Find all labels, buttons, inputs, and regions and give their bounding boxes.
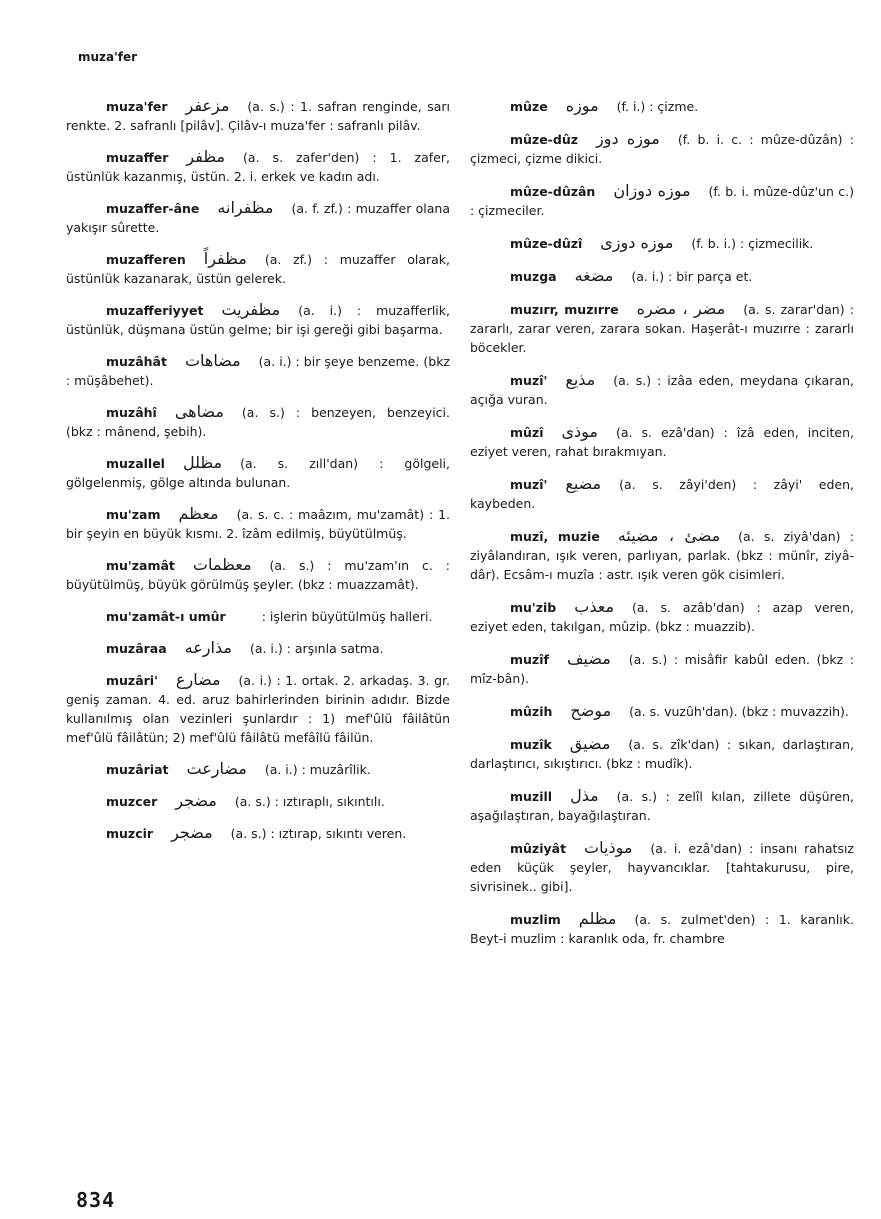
entry-definition: (a. i.) : 1. ortak. 2. arkadaş. 3. gr. geniş zaman. 4. ed. aruz bahirlerinden birinin adıdır. Bizde kullanılmış olan vezinleri şunlardır : 1) mef'ûlü fâilâtün mef'ûlü fâilâtün; 2) mef'ûlü fâilâtü mefâîlü fâilün. <box>66 673 450 745</box>
dictionary-entry <box>470 734 854 773</box>
entry-arabic-script: معذب <box>574 597 615 616</box>
entry-headword: muzga <box>510 269 557 284</box>
entry-headword: muzafferen <box>106 252 186 267</box>
entry-headword: muzâri' <box>106 673 158 688</box>
entry-arabic-script: مذل <box>570 786 599 805</box>
entry-definition: (a. s. c. : maâzım, mu'zamât) : 1. bir şeyin en büyük kısmı. 2. îzâm edilmiş, büyütülmüş. <box>66 507 450 541</box>
dictionary-entry <box>470 266 854 286</box>
entry-arabic-script: موضح <box>570 701 612 720</box>
entry-arabic-script: مضاهات <box>184 351 241 370</box>
entry-headword: muzlim <box>510 912 561 927</box>
entry-definition: (a. s.) : 1. safran renginde, sarı renkte. 2. safranlı [pilâv]. Çilâv-ı muza'fer : safranlı pilâv. <box>66 99 450 133</box>
dictionary-entry <box>66 670 450 747</box>
entry-definition: (a. s.) : ıztıraplı, sıkıntılı. <box>234 794 385 809</box>
entry-headword: muzcir <box>106 826 154 841</box>
dictionary-entry <box>66 638 450 658</box>
entry-definition: (a. s. zıll'dan) : gölgeli, gölgelenmiş, gölge altında bulunan. <box>66 456 450 490</box>
entry-headword: muzaffer <box>106 150 169 165</box>
entry-headword: mûze-dûzân <box>510 184 596 199</box>
entry-arabic-script: معظم <box>178 504 219 523</box>
entry-arabic-script: موذيات <box>584 838 633 857</box>
entry-headword: muzâriat <box>106 762 169 777</box>
entry-arabic-script: مظلل <box>182 453 223 472</box>
entry-definition: (a. s. vuzûh'dan). (bkz : muvazzih). <box>629 704 849 719</box>
dictionary-entry <box>66 555 450 594</box>
entry-definition: (a. s.) : misâfir kabûl eden. (bkz : mîz-bân). <box>470 652 854 686</box>
entry-definition: (a. s. ziyâ'dan) : ziyâlandıran, ışık veren, parlıyan, parlak. (bkz : münîr, ziyâ-dâr). Ecsâm-ı muzîa : astr. ışık veren gök cisimleri. <box>470 529 854 582</box>
entry-headword: muzaffer-âne <box>106 201 200 216</box>
entry-arabic-script: مضيق <box>569 734 611 753</box>
dictionary-entry <box>470 701 854 721</box>
entry-arabic-script: مضارعت <box>186 759 247 778</box>
left-column <box>66 96 450 855</box>
entry-headword: mûze <box>510 99 548 114</box>
dictionary-entry <box>470 181 854 220</box>
entry-arabic-script: معظمات <box>192 555 252 574</box>
entry-definition: (a. i.) : muzârîlik. <box>264 762 371 777</box>
dictionary-entry <box>66 606 450 626</box>
dictionary-entry <box>66 249 450 288</box>
entry-headword: mûzih <box>510 704 553 719</box>
dictionary-entry <box>66 504 450 543</box>
entry-definition: (a. s. zarar'dan) : zararlı, zarar veren, zarara sokan. Haşerât-ı muzırre : zararlı böcekler. <box>470 302 854 355</box>
entry-headword: muzill <box>510 789 553 804</box>
dictionary-entry <box>66 791 450 811</box>
entry-arabic-script: مضئ ، مضيئه <box>617 526 721 545</box>
entry-arabic-script: مضاهى <box>174 402 224 421</box>
entry-headword: muzî, muzie <box>510 529 600 544</box>
entry-arabic-script: مظفر <box>186 147 226 166</box>
entry-definition: : işlerin büyütülmüş halleri. <box>261 609 433 624</box>
entry-headword: mûzî <box>510 425 544 440</box>
entry-definition: (a. i.) : bir parça et. <box>631 269 753 284</box>
dictionary-entry <box>66 453 450 492</box>
entry-headword: muzâraa <box>106 641 167 656</box>
entry-definition: (a. s. zâyi'den) : zâyi' eden, kaybeden. <box>470 477 854 511</box>
entry-definition: (a. s.) : ıztırap, sıkıntı veren. <box>230 826 407 841</box>
dictionary-entry <box>470 96 854 116</box>
entry-arabic-script: مضيف <box>566 649 611 668</box>
entry-arabic-script: مظفراً <box>203 249 247 268</box>
entry-arabic-script: مضجر <box>171 823 213 842</box>
entry-headword: muzîf <box>510 652 549 667</box>
entry-headword: muzîk <box>510 737 552 752</box>
entry-definition: (a. s.) : izâa eden, meydana çıkaran, açığa vuran. <box>470 373 854 407</box>
entry-arabic-script: مضارع <box>175 670 221 689</box>
entry-arabic-script: مذارعه <box>184 638 232 657</box>
entry-headword: mu'zamât <box>106 558 175 573</box>
entry-headword: muzî' <box>510 373 548 388</box>
entry-definition: (a. s. zulmet'den) : 1. karanlık. Beyt-i muzlim : karanlık oda, fr. chambre <box>470 912 854 946</box>
entry-arabic-script: مضجر <box>175 791 217 810</box>
dictionary-entry <box>66 96 450 135</box>
entry-headword: mu'zib <box>510 600 557 615</box>
entry-headword: muzırr, muzırre <box>510 302 619 317</box>
entry-arabic-script: موزه <box>565 96 599 115</box>
entry-headword: muzî' <box>510 477 548 492</box>
entry-definition: (f. b. i. mûze-dûz'un c.) : çizmeciler. <box>470 184 854 218</box>
entry-headword: mûze-dûz <box>510 132 578 147</box>
entry-arabic-script: مضيع <box>565 474 602 493</box>
entry-definition: (a. i.) : bir şeye benzeme. (bkz : müşâbehet). <box>66 354 450 388</box>
dictionary-entry <box>66 147 450 186</box>
entry-definition: (f. i.) : çizme. <box>616 99 699 114</box>
entry-definition: (a. s.) : zelîl kılan, zillete düşüren, aşağılaştıran, bayağılaştıran. <box>470 789 854 823</box>
entry-definition: (a. i. ezâ'dan) : insanı rahatsız eden küçük şeyler, hayvancıklar. [tahtakurusu, pire, sivrisinek.. gibi]. <box>470 841 854 894</box>
entry-definition: (a. s.) : benzeyen, benzeyici. (bkz : mânend, şebih). <box>66 405 450 439</box>
entry-definition: (a. f. zf.) : muzaffer olana yakışır sûrette. <box>66 201 450 235</box>
entry-arabic-script: موزه دوزى <box>600 233 674 252</box>
entry-definition: (f. b. i. c. : mûze-dûzân) : çizmeci, çizme dikici. <box>470 132 854 166</box>
dictionary-entry <box>66 351 450 390</box>
dictionary-entry <box>470 526 854 584</box>
entry-definition: (f. b. i.) : çizmecilik. <box>691 236 814 251</box>
entry-definition: (a. zf.) : muzaffer olarak, üstünlük kazanarak, üstün gelerek. <box>66 252 450 286</box>
entry-arabic-script: موذى <box>561 422 598 441</box>
entry-definition: (a. s. zafer'den) : 1. zafer, üstünlük kazanmış, üstün. 2. i. erkek ve kadın adı. <box>66 150 450 184</box>
entry-definition: (a. s. zîk'dan) : sıkan, darlaştıran, darlaştırıcı, sıkıştırıcı. (bkz : mudîk). <box>470 737 854 771</box>
entry-headword: muzafferiyyet <box>106 303 204 318</box>
dictionary-entry <box>470 786 854 825</box>
dictionary-entry <box>470 909 854 948</box>
entry-arabic-script: مظفريت <box>221 300 281 319</box>
entry-arabic-script: موزه دوز <box>596 129 660 148</box>
entry-headword: muzallel <box>106 456 165 471</box>
entry-arabic-script: مضر ، مضره <box>636 299 726 318</box>
entry-definition: (a. s.) : mu'zam'ın c. : büyütülmüş, büyük görülmüş şeyler. (bkz : muazzamât). <box>66 558 450 592</box>
entry-definition: (a. s. azâb'dan) : azap veren, eziyet eden, takılgan, mûzip. (bkz : muazzib). <box>470 600 854 634</box>
dictionary-entry <box>66 759 450 779</box>
dictionary-entry <box>470 597 854 636</box>
running-head: muza'fer <box>78 50 138 64</box>
entry-headword: muzâhî <box>106 405 157 420</box>
entry-definition: (a. i.) : arşınla satma. <box>249 641 384 656</box>
entry-arabic-script: مزعفر <box>185 96 230 115</box>
dictionary-entry <box>470 299 854 357</box>
entry-definition: (a. i.) : muzafferlik, üstünlük, düşmana üstün gelme; bir işi gereği gibi başarma. <box>66 303 450 337</box>
dictionary-entry <box>470 129 854 168</box>
entry-arabic-script: مظلم <box>578 909 617 928</box>
entry-headword: mu'zamât-ı umûr <box>106 609 226 624</box>
page-number: 834 <box>76 1188 116 1212</box>
dictionary-entry <box>66 402 450 441</box>
dictionary-entry <box>470 422 854 461</box>
entry-arabic-script: مضغه <box>574 266 614 285</box>
dictionary-entry <box>66 300 450 339</box>
entry-definition: (a. s. ezâ'dan) : îzâ eden, inciten, eziyet veren, rahat bırakmıyan. <box>470 425 854 459</box>
entry-headword: muza'fer <box>106 99 168 114</box>
entry-headword: muzcer <box>106 794 158 809</box>
dictionary-entry <box>470 370 854 409</box>
entry-arabic-script: مظفرانه <box>217 198 274 217</box>
right-column <box>470 96 854 961</box>
dictionary-entry <box>470 233 854 253</box>
entry-arabic-script: موزه دوزان <box>613 181 691 200</box>
dictionary-entry <box>470 649 854 688</box>
entry-headword: mu'zam <box>106 507 161 522</box>
entry-headword: muzâhât <box>106 354 167 369</box>
entry-arabic-script: مذيع <box>565 370 596 389</box>
dictionary-entry <box>66 823 450 843</box>
entry-headword: mûziyât <box>510 841 567 856</box>
dictionary-entry <box>470 838 854 896</box>
entry-headword: mûze-dûzî <box>510 236 583 251</box>
dictionary-entry <box>470 474 854 513</box>
dictionary-entry <box>66 198 450 237</box>
